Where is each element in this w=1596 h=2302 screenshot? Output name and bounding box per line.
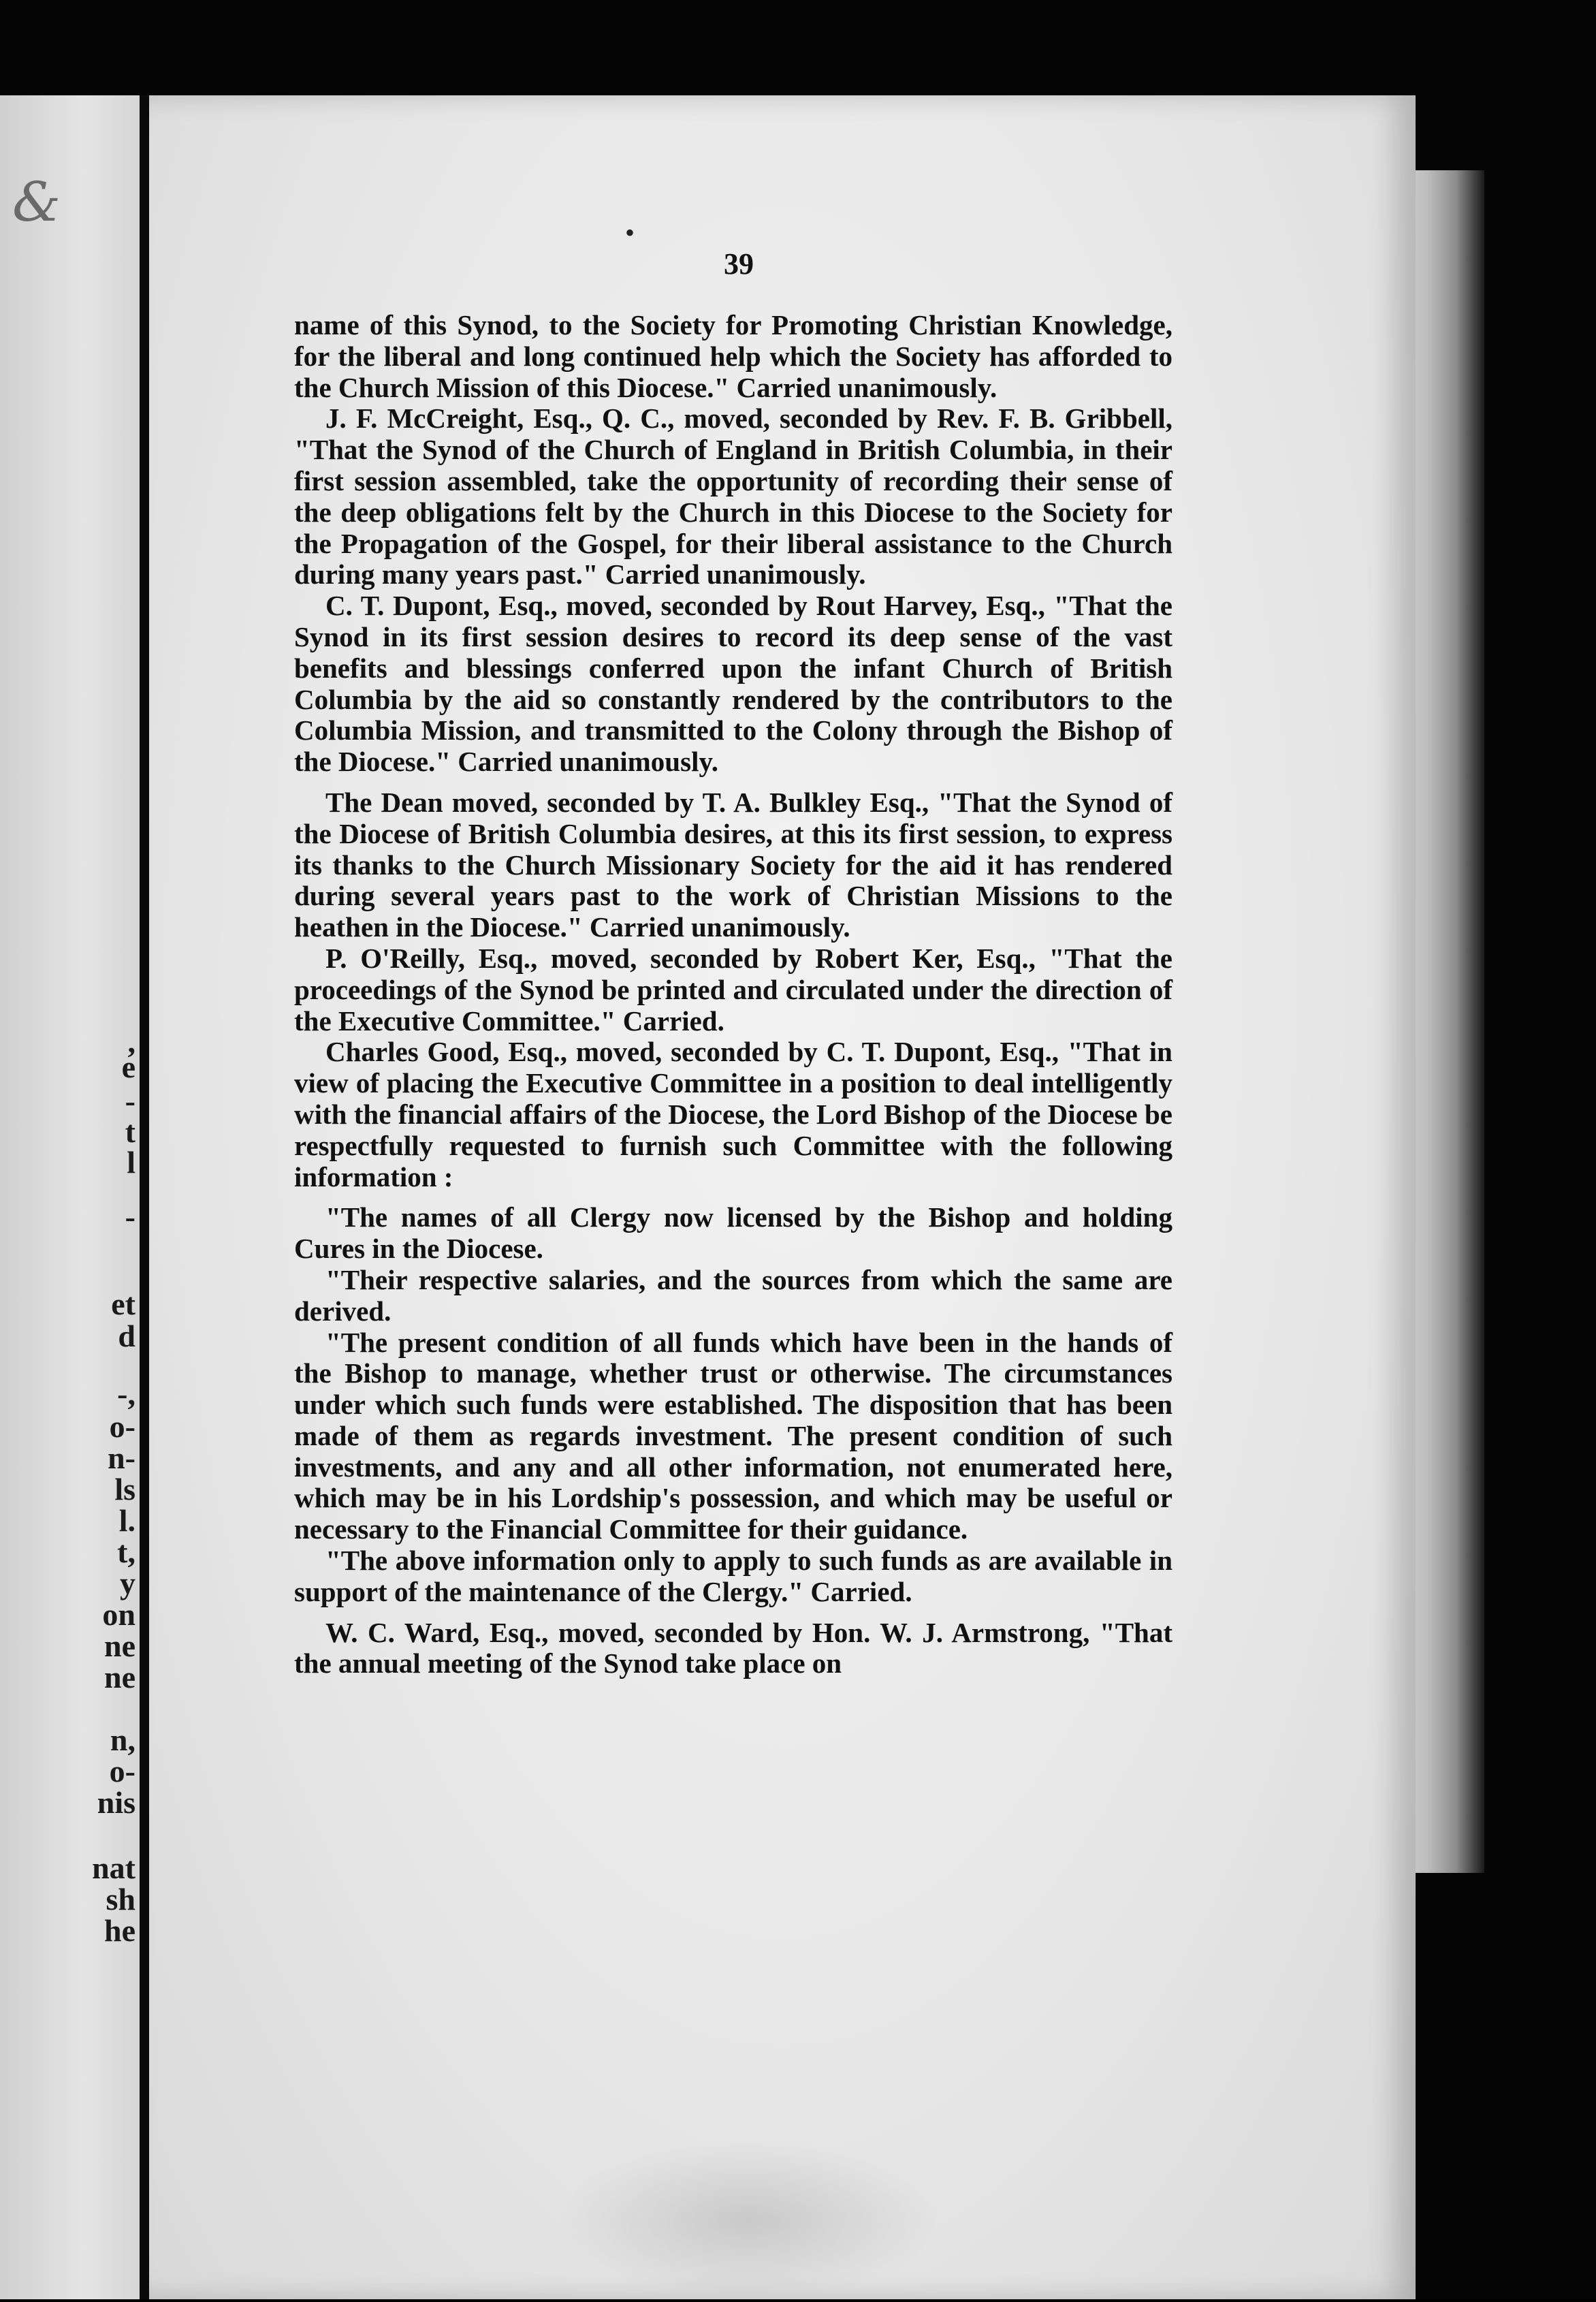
page-gutter xyxy=(140,95,149,2299)
paragraph: "The present condition of all funds which have been in the hands of the Bishop to manage, whether trust or otherwise. The circumstances under which such funds were established. The disposition that has been made of them as regards investment. The present condition of such investments, and any and all other information, not enumerated here, which may be in his Lordship's possession, and which may be useful or necessary to the Financial Committee for their guidance. xyxy=(294,1326,1172,1545)
previous-page-edge xyxy=(0,95,140,2299)
left-fragment: on xyxy=(102,1597,135,1632)
paragraph: C. T. Dupont, Esq., moved, seconded by Rout Harvey, Esq., "That the Synod in its first session desires to record its deep sense of the vast benefits and blessings conferred upon the infant Church of British Columbia by the aid so constantly rendered by the contributors to the Columbia Mission, and transmitted to the Colony through the Bishop of the Diocese." Carried unanimously. xyxy=(294,590,1172,778)
left-fragment: ne xyxy=(104,1660,135,1694)
left-fragment: d xyxy=(118,1319,135,1353)
left-fragment: nis xyxy=(97,1785,135,1820)
page-number: 39 xyxy=(724,247,754,281)
paragraph: J. F. McCreight, Esq., Q. C., moved, seconded by Rev. F. B. Gribbell, "That the Synod of the Church of England in British Columbia, in their first session assembled, take the opportunity of recording their sense of the deep obligations felt by the Church in this Diocese to the Society for the Propagation of the Gospel, for their liberal assistance to the Church during many years past." Carried unanimously. xyxy=(294,403,1172,590)
paragraph: "The above information only to apply to such funds as are available in support of the maintenance of the Clergy." Carried. xyxy=(294,1545,1172,1607)
left-fragment: t xyxy=(125,1114,135,1149)
left-fragment: e xyxy=(121,1050,135,1084)
left-fragment: n- xyxy=(108,1440,135,1475)
left-fragment: n, xyxy=(110,1722,135,1757)
body-text xyxy=(294,310,1172,1680)
left-fragment: , xyxy=(127,1024,135,1059)
left-fragment: l. xyxy=(118,1503,135,1538)
left-fragment: l xyxy=(127,1145,135,1180)
paragraph: W. C. Ward, Esq., moved, seconded by Hon. W. J. Armstrong, "That the annual meeting of the Synod take place on xyxy=(294,1616,1172,1680)
left-fragment: sh xyxy=(106,1882,135,1917)
ink-speck: • xyxy=(625,217,635,248)
pencil-margin-note: & xyxy=(12,170,61,234)
left-fragment: o- xyxy=(109,1754,135,1788)
left-fragment: o- xyxy=(109,1409,135,1444)
left-fragment: ls xyxy=(114,1472,135,1507)
left-fragment: - xyxy=(125,1084,135,1118)
left-fragment: y xyxy=(120,1566,135,1601)
paragraph: "Their respective salaries, and the sources from which the same are derived. xyxy=(294,1263,1172,1327)
water-stain xyxy=(558,2139,939,2302)
left-fragment: he xyxy=(104,1913,135,1948)
left-fragment: et xyxy=(111,1287,135,1321)
left-fragment: ne xyxy=(104,1628,135,1663)
left-fragment: -, xyxy=(117,1376,135,1411)
left-fragment: t, xyxy=(117,1534,135,1569)
left-fragment: nat xyxy=(92,1850,135,1885)
paragraph: name of this Synod, to the Society for Promoting Christian Knowledge, for the liberal and long continued help which the Society has afforded to the Church Mission of this Diocese." Carried unanimously. xyxy=(294,309,1172,403)
paragraph: Charles Good, Esq., moved, seconded by C. T. Dupont, Esq., "That in view of placing the Executive Committee in a position to deal intelligently with the financial affairs of the Diocese, the Lord Bishop of the Diocese be respectfully requested to furnish such Committee with the following information : xyxy=(294,1036,1172,1193)
paragraph: P. O'Reilly, Esq., moved, seconded by Robert Ker, Esq., "That the proceedings of the Synod be printed and circulated under the direction of the Executive Committee." Carried. xyxy=(294,942,1172,1037)
paragraph: The Dean moved, seconded by T. A. Bulkley Esq., "That the Synod of the Diocese of British Columbia desires, at this its first session, to express its thanks to the Church Missionary Society for the aid it has rendered during several years past to the work of Christian Missions to the heathen in the Diocese." Carried unanimously. xyxy=(294,786,1172,943)
paragraph: "The names of all Clergy now licensed by the Bishop and holding Cures in the Diocese. xyxy=(294,1201,1172,1265)
left-fragment: - xyxy=(125,1199,135,1234)
